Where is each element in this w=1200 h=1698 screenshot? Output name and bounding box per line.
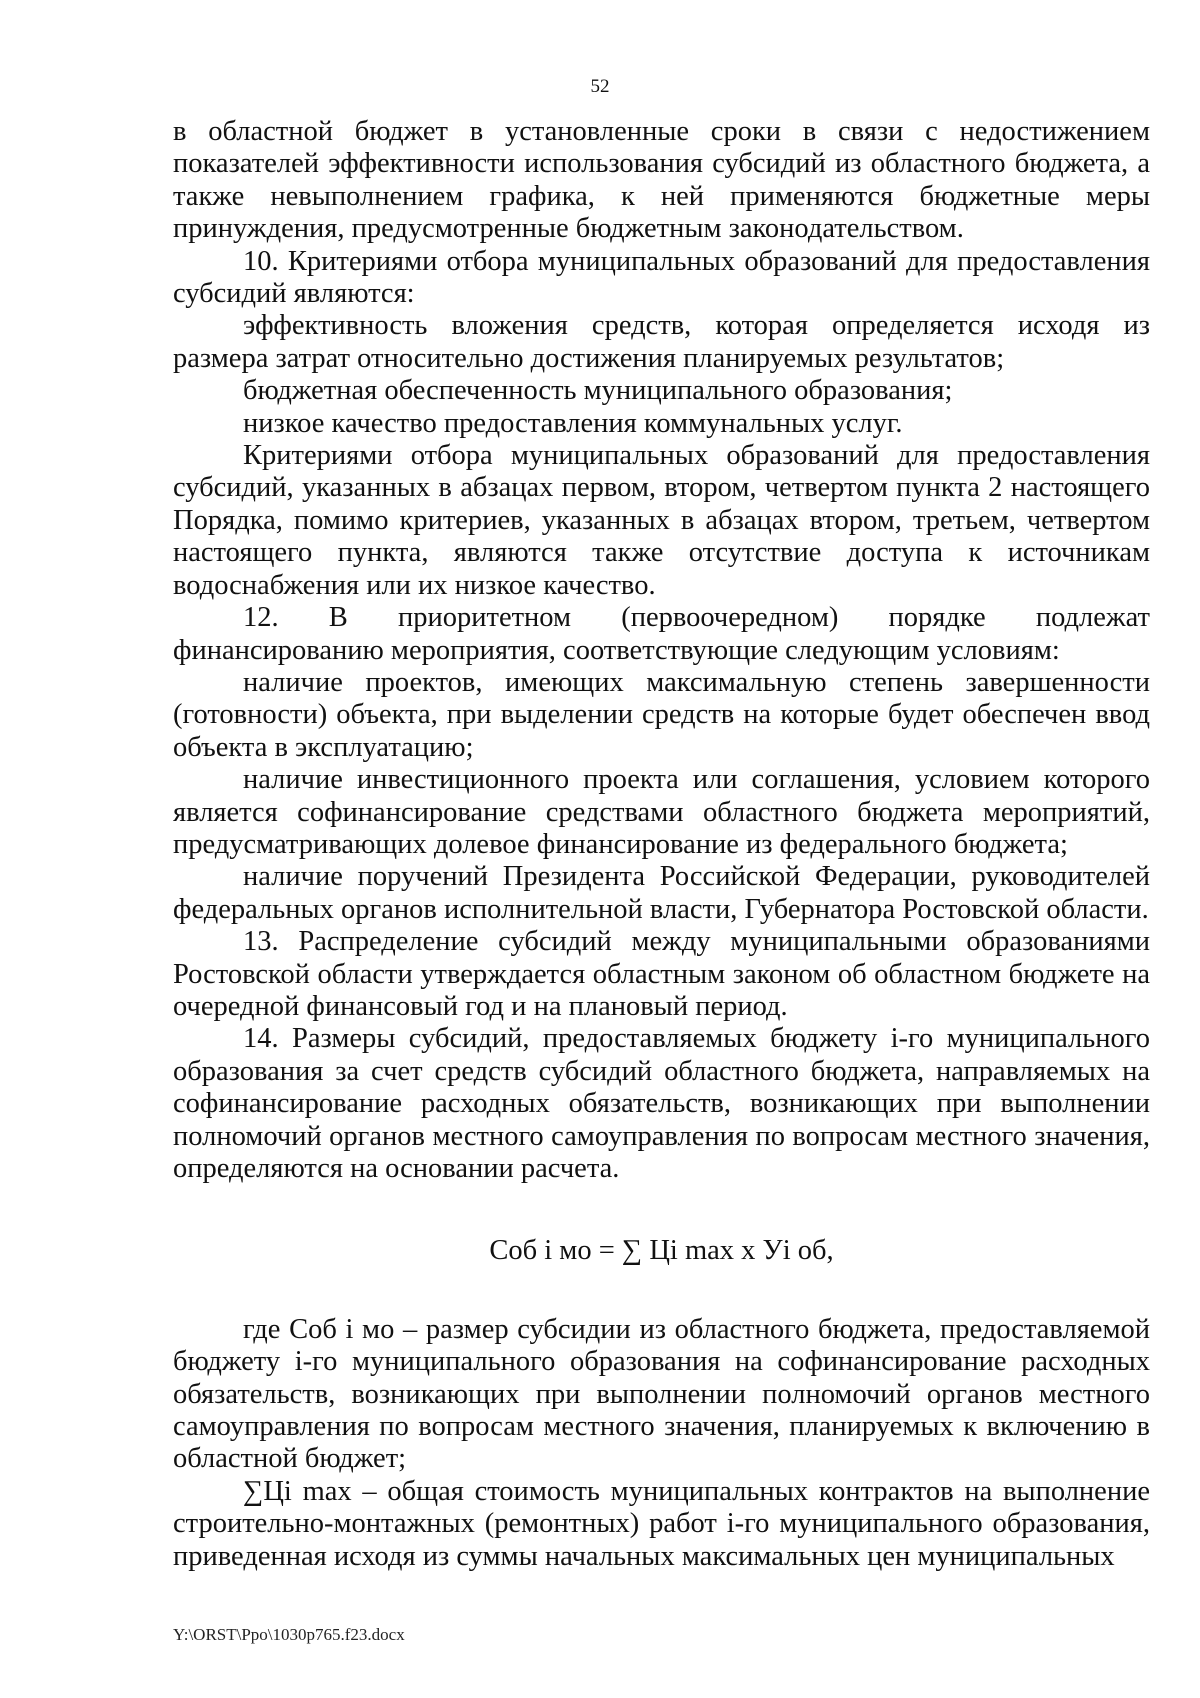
- file-path-footer: Y:\ORST\Ppo\1030p765.f23.docx: [173, 1625, 405, 1644]
- paragraph-criterion-efficiency: эффективность вложения средств, которая определяется исходя из размера затрат относительно достижения планируемых результатов;: [173, 310, 1150, 374]
- paragraph-condition-projects: наличие проектов, имеющих максимальную степень завершенности (готовности) объекта, при выделении средств на которые будет обеспечен ввод объекта в эксплуатацию;: [173, 666, 1150, 763]
- document-body: [173, 116, 1150, 1573]
- paragraph-item-10: 10. Критериями отбора муниципальных образований для предоставления субсидий являются:: [173, 245, 1150, 310]
- paragraph-criterion-low-quality: низкое качество предоставления коммунальных услуг.: [243, 407, 903, 439]
- paragraph-condition-investment: наличие инвестиционного проекта или соглашения, условием которого является софинансирование средствами областного бюджета мероприятий, предусматривающих долевое финансирование из федерального бюджета;: [173, 764, 1150, 860]
- paragraph-additional-criteria: Критериями отбора муниципальных образований для предоставления субсидий, указанных в абзацах первом, втором, четвертом пункта 2 настоящего Порядка, помимо критериев, указанных в абзацах втором, третьем, четвертом настоящего пункта, являются также отсутствие доступа к источникам водоснабжения или их низкое качество.: [173, 440, 1150, 601]
- paragraph-formula-definition: где Соб i мо – размер субсидии из областного бюджета, предоставляемой бюджету i-го муниципального образования на софинансирование расходных обязательств, возникающих при выполнении полномочий органов местного самоуправления по вопросам местного значения, планируемых к включению в областной бюджет;: [173, 1313, 1150, 1475]
- paragraph-budget-coercion: в областной бюджет в установленные сроки в связи с недостижением показателей эффективности использования субсидий из областного бюджета, а также невыполнением графика, к ней применяются бюджетные меры принуждения, предусмотренные бюджетным законодательством.: [173, 116, 1150, 245]
- paragraph-item-12: 12. В приоритетном (первоочередном) порядке подлежат финансированию мероприятия, соответствующие следующим условиям:: [173, 602, 1150, 666]
- subsidy-formula: Соб i мо = ∑ Цi max х Уi об,: [489, 1235, 834, 1267]
- paragraph-item-13: 13. Распределение субсидий между муниципальными образованиями Ростовской области утверждается областным законом об областном бюджете на очередной финансовый год и на плановый период.: [173, 926, 1150, 1022]
- page-number: 52: [590, 76, 610, 97]
- paragraph-sum-definition: ∑Цi max – общая стоимость муниципальных контрактов на выполнение строительно-монтажных (ремонтных) работ i-го муниципального образования, приведенная исходя из суммы начальных максимальных цен муниципальных: [173, 1475, 1150, 1572]
- paragraph-criterion-budget-provision: бюджетная обеспеченность муниципального образования;: [243, 375, 953, 407]
- paragraph-condition-orders: наличие поручений Президента Российской Федерации, руководителей федеральных органов исполнительной власти, Губернатора Ростовской области.: [173, 861, 1150, 925]
- paragraph-item-14: 14. Размеры субсидий, предоставляемых бюджету i-го муниципального образования за счет средств субсидий областного бюджета, направляемых на софинансирование расходных обязательств, возникающих при выполнении полномочий органов местного самоуправления по вопросам местного значения, определяются на основании расчета.: [173, 1023, 1150, 1184]
